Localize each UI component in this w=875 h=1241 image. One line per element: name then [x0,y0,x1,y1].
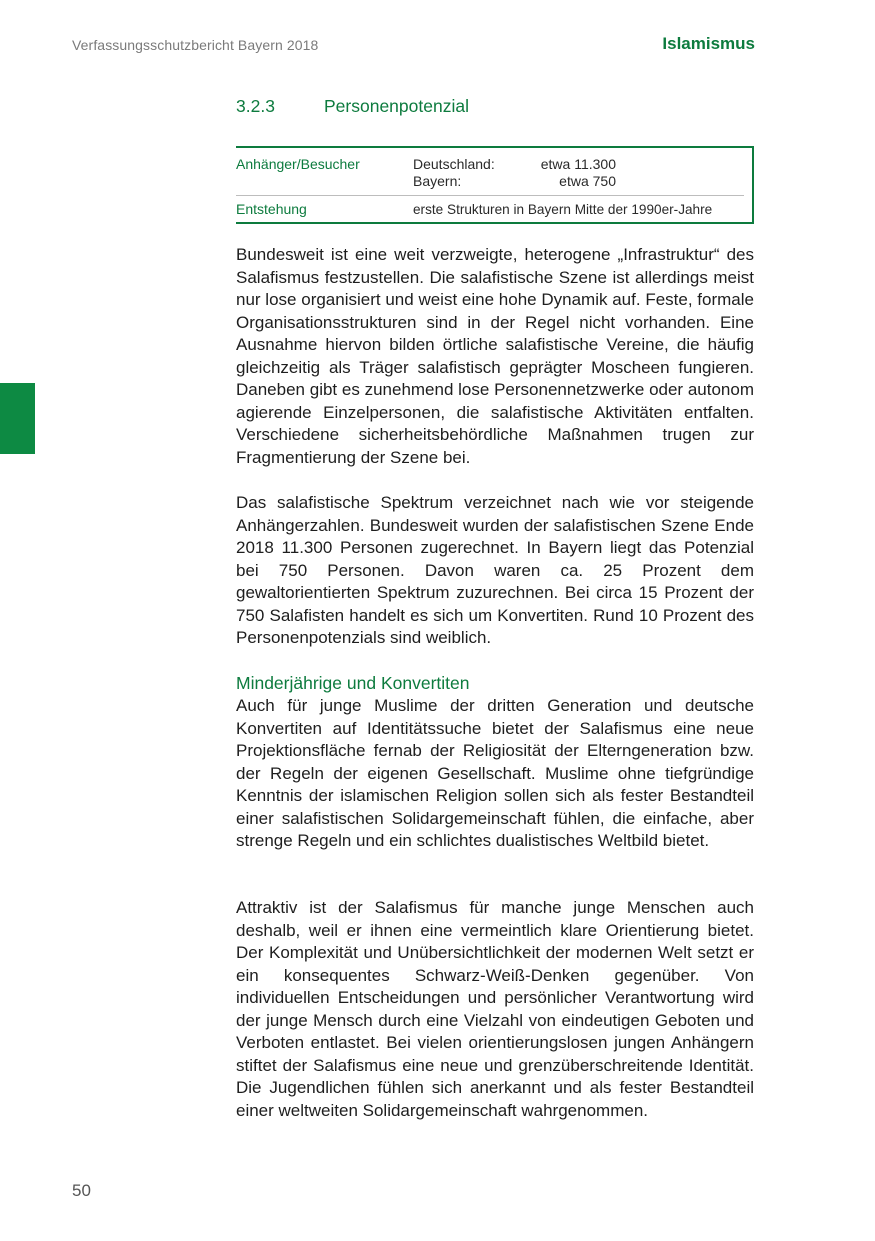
fact-region: Bayern: [413,173,462,189]
fact-label: Anhänger/Besucher [236,156,360,172]
running-header-title: Verfassungsschutzbericht Bayern 2018 [72,37,319,53]
fact-value: etwa 750 [559,173,616,189]
section-number: 3.2.3 [236,96,275,116]
fact-region: Deutschland: [413,156,495,172]
fact-value: etwa 11.300 [540,156,616,172]
fact-label: Entstehung [236,201,307,217]
subheading-minors-converts: Minderjährige und Konvertiten [236,673,470,693]
fact-divider [236,195,744,196]
fact-value: erste Strukturen in Bayern Mitte der 1990er-Jahre [413,202,713,217]
section-heading [236,96,469,117]
chapter-side-tab [0,383,35,454]
section-title: Personenpotenzial [324,96,469,116]
paragraph-spectrum: Das salafistische Spektrum verzeichnet nach wie vor steigende Anhängerzahlen. Bundesweit wurden der salafistischen Szene Ende 2018 11.300 Personen zugerechnet. In Bayern liegt das Potenzial bei 750 Personen. Davon waren ca. 25 Prozent dem gewaltorientierten Spektrum zuzurechnen. Bei circa 15 Prozent der 750 Salafisten handelt es sich um Konvertiten. Rund 10 Prozent des Personenpotenzials sind weiblich. [236,493,754,647]
paragraph-attraction: Attraktiv ist der Salafismus für manche junge Menschen auch deshalb, weil er ihnen eine vermeintlich klare Orientierung bietet. Der Komplexität und Unübersichtlichkeit der modernen Welt setzt er ein konsequentes Schwarz-Weiß-Denken gegenüber. Von individuellen Entscheidungen und persönlicher Verantwortung wird der junge Mensch durch eine Vielzahl von eindeutigen Geboten und Verboten entlastet. Bei vielen orientierungslosen jungen Anhängern stiftet der Salafismus eine neue und grenzüberschreitende Identität. Die Jugendlichen fühlen sich anerkannt und als fester Bestandteil einer weltweiten Solidargemeinschaft wahrgenommen. [236,898,754,1120]
running-header-chapter: Islamismus [662,34,755,53]
page-number: 50 [72,1181,91,1200]
paragraph-infrastructure: Bundesweit ist eine weit verzweigte, heterogene „Infrastruktur“ des Salafismus festzustellen. Die salafistische Szene ist allerdings meist nur lose organisiert und weist eine hohe Dynamik auf. Feste, formale Organisationsstrukturen sind in der Regel nicht vorhanden. Eine Ausnahme hiervon bilden örtliche salafistische Vereine, die häufig gleichzeitig als Träger salafistisch geprägter Moscheen fungieren. Daneben gibt es zunehmend lose Personennetzwerke oder autonom agierende Einzelpersonen, die salafistische Aktivitäten entfalten. Verschiedene sicherheitsbehördliche Maßnahmen trugen zur Fragmentierung der Szene bei. [236,245,754,467]
fact-box [236,146,754,224]
paragraph-young-muslims: Auch für junge Muslime der dritten Generation und deutsche Konvertiten auf Identitätssuche bietet der Salafismus eine neue Projektionsfläche fernab der Religiosität der Elterngeneration bzw. der Regeln der eigenen Gesellschaft. Muslime ohne tiefgründige Kenntnis der islamischen Religion sollen sich als fester Bestandteil einer salafistischen Solidargemeinschaft fühlen, die einfache, aber strenge Regeln und ein schlichtes dualistisches Weltbild bietet. [236,696,754,850]
